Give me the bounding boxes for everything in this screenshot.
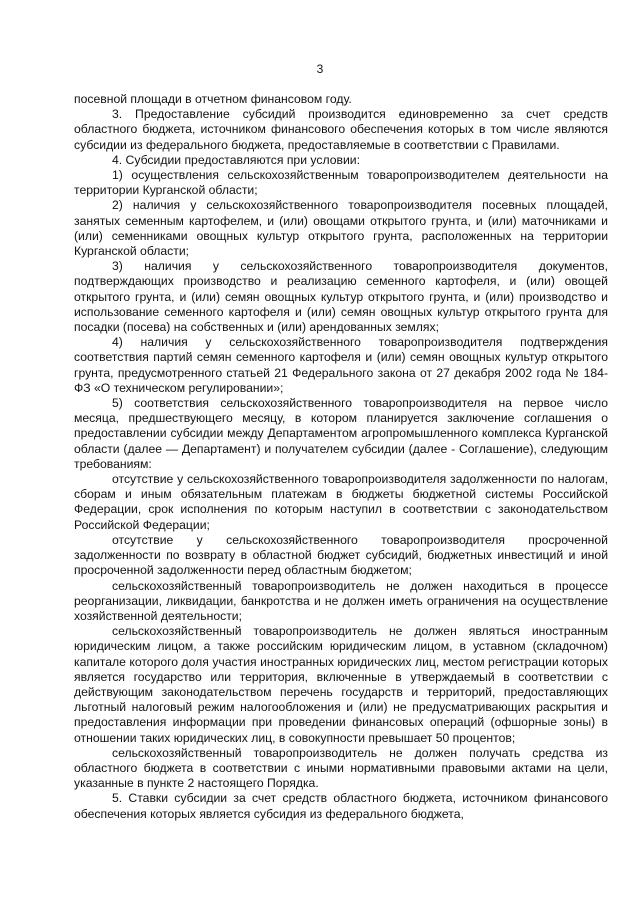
document-body bbox=[74, 92, 608, 822]
paragraph-requirement-foreign-entity: сельскохозяйственный товаропроизводитель не должен являться иностранным юридическим лицом, а также российским юридическим лицом, в уставном (складочном) капитале которого доля участия иностранных юридических лиц, местом регистрации которых является государство или территория, включенные в утверждаемый в соответствии с действующим законодательством перечень государств и территорий, предоставляющих льготный налоговый режим налогообложения и (или) не предусматривающих раскрытия и предоставления информации при проведении финансовых операций (офшорные зоны) в отношении таких юридических лиц, в совокупности превышает 50 процентов; bbox=[74, 624, 608, 745]
paragraph-condition-2: 2) наличия у сельскохозяйственного товаропроизводителя посевных площадей, занятых семенным картофелем, и (или) овощами открытого грунта, и (или) маточниками и (или) семенниками овощных культур открытого грунта, расположенных на территории Курганской области; bbox=[74, 198, 608, 259]
paragraph-requirement-reorganization: сельскохозяйственный товаропроизводитель не должен находиться в процессе реорганизации, ликвидации, банкротства и не должен иметь ограничения на осуществление хозяйственной деятельности; bbox=[74, 578, 608, 623]
paragraph-clause-3: 3. Предоставление субсидий производится единовременно за счет средств областного бюджета, источником финансового обеспечения которых в том числе являются субсидии из федерального бюджета, предоставляемые в соответствии с Правилами. bbox=[74, 107, 608, 152]
paragraph-condition-3: 3) наличия у сельскохозяйственного товаропроизводителя документов, подтверждающих производство и реализацию семенного картофеля, и (или) овощей открытого грунта, и (или) семян овощных культур открытого грунта, и (или) производство и использование семенного картофеля и (или) семян овощных культур открытого грунта для посадки (посева) на собственных и (или) арендованных землях; bbox=[74, 259, 608, 335]
paragraph-requirement-tax-debt: отсутствие у сельскохозяйственного товаропроизводителя задолженности по налогам, сборам и иным обязательным платежам в бюджеты бюджетной системы Российской Федерации, срок исполнения по которым наступил в соответствии с законодательством Российской Федерации; bbox=[74, 472, 608, 532]
paragraph-condition-5: 5) соответствия сельскохозяйственного товаропроизводителя на первое число месяца, предшествующего месяцу, в котором планируется заключение соглашения о предоставлении субсидии между Департаментом агропромышленного комплекса Курганской области (далее — Департамент) и получателем субсидии (далее - Соглашение), следующим требованиям: bbox=[74, 396, 608, 471]
paragraph-requirement-overdue-debt: отсутствие у сельскохозяйственного товаропроизводителя просроченной задолженности по возврату в областной бюджет субсидий, бюджетных инвестиций и иной просроченной задолженности перед областным бюджетом; bbox=[74, 532, 608, 578]
paragraph-continuation: посевной площади в отчетном финансовом году. bbox=[74, 92, 352, 106]
page-number: 3 bbox=[316, 62, 324, 76]
paragraph-clause-4: 4. Субсидии предоставляются при условии: bbox=[112, 152, 360, 167]
paragraph-condition-4: 4) наличия у сельскохозяйственного товаропроизводителя подтверждения соответствия партий семян семенного картофеля и (или) семян овощных культур открытого грунта, предусмотренного статьей 21 Федерального закона от 27 декабря 2002 года № 184-ФЗ «О техническом регулировании»; bbox=[74, 335, 608, 395]
paragraph-clause-5: 5. Ставки субсидии за счет средств областного бюджета, источником финансового обеспечения которых является субсидия из федерального бюджета, bbox=[74, 791, 608, 821]
paragraph-condition-1: 1) осуществления сельскохозяйственным товаропроизводителем деятельности на территории Курганской области; bbox=[74, 168, 608, 198]
paragraph-requirement-other-funds: сельскохозяйственный товаропроизводитель не должен получать средства из областного бюджета в соответствии с иными нормативными правовыми актами на цели, указанные в пункте 2 настоящего Порядка. bbox=[74, 745, 608, 791]
